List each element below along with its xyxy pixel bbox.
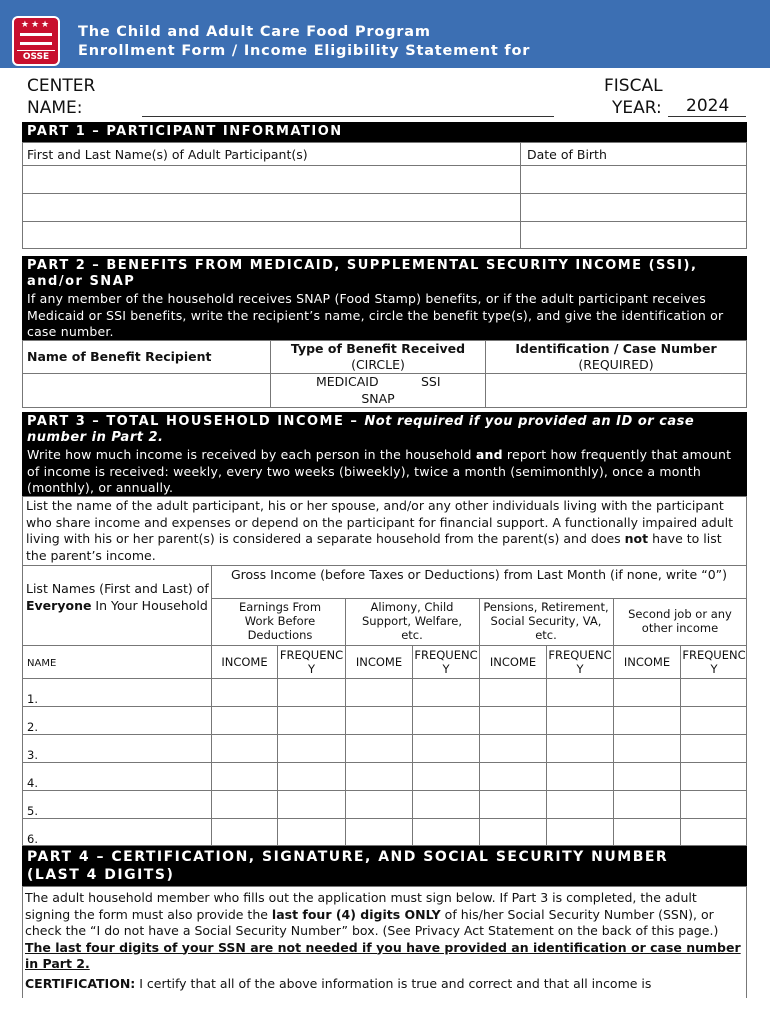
part3-title: PART 3 – TOTAL HOUSEHOLD INCOME – [27,414,365,429]
option-ssi[interactable]: SSI [421,374,441,389]
col-frequency-1: FREQUENCY [279,648,344,676]
list-desc-not: not [624,531,649,546]
form-title-line1: The Child and Adult Care Food Program [78,24,431,40]
part4-title-line2: (LAST 4 DIGITS) [27,867,175,883]
col-participant-name: First and Last Name(s) of Adult Participant(s) [27,147,308,162]
row-divider [22,762,747,763]
part2-title-line1: PART 2 – BENEFITS FROM MEDICAID, SUPPLEMENTAL SECURITY INCOME (SSI), [27,258,698,273]
stars-icon: ★★★ [20,20,52,30]
col-income-2: INCOME [355,655,403,669]
list-names-b: In Your Household [91,598,208,613]
part4-text-underline: The last four digits of your SSN are not needed if you have provided an identification or case number in Part 2. [25,939,741,971]
dob-input-1[interactable] [521,166,746,192]
list-desc-b: have to list the parent’s income. [26,531,722,563]
fiscal-label: FISCAL [604,76,663,96]
fiscal-year-value: 2024 [686,96,730,116]
household-row-4[interactable]: 4. [27,776,38,790]
part3-header [22,412,747,496]
certification-text: I certify that all of the above information is true and correct and that all income is [135,976,652,991]
dob-input-2[interactable] [521,194,746,220]
household-row-3[interactable]: 3. [27,748,38,762]
dob-input-3[interactable] [521,222,746,248]
list-names-bold: Everyone [26,598,92,613]
part2-header [22,256,747,340]
part4-text-b: of his/her Social Security Number (SSN), or check the “I do not have a Social Security Number” box. (See Privacy Act Statement on the back of this page.) [25,906,719,938]
center-name-field[interactable] [142,116,554,117]
col-income-3: INCOME [489,655,537,669]
group-other: Second job or any other income [628,607,732,635]
group-earnings: Earnings From Work Before Deductions [238,600,322,642]
group-alimony: Alimony, Child Support, Welfare, etc. [361,600,463,642]
household-row-6[interactable]: 6. [27,832,38,846]
row-divider [22,565,747,566]
part3-desc-a: Write how much income is received by each person in the household [27,447,476,462]
header-banner [0,0,770,68]
case-number-input[interactable] [486,374,746,407]
household-row-5[interactable]: 5. [27,804,38,818]
form-title-line2: Enrollment Form / Income Eligibility Statement for [78,43,531,59]
col-case-number-sub: (REQUIRED) [578,357,654,372]
row-divider [22,645,747,646]
part3-list-instructions [26,498,744,564]
col-frequency-2: FREQUENCY [414,648,478,676]
col-divider [345,598,346,846]
benefit-recipient-input[interactable] [23,374,269,407]
list-names-header [26,580,210,614]
osse-logo [12,16,60,66]
col-income-4: INCOME [623,655,671,669]
col-date-of-birth: Date of Birth [527,147,607,162]
participant-name-input-3[interactable] [23,222,519,248]
option-medicaid[interactable]: MEDICAID [316,374,379,389]
col-benefit-recipient: Name of Benefit Recipient [27,349,212,364]
certification-statement [25,976,745,993]
row-divider [22,706,747,707]
part2-description: If any member of the household receives SNAP (Food Stamp) benefits, or if the adult participant receives Medicaid or SSI benefits, write the recipient’s name, circle the benefit type(s), and give the identification or case number. [27,291,724,339]
part4-title-line1: PART 4 – CERTIFICATION, SIGNATURE, AND SOCIAL SECURITY NUMBER [27,849,669,865]
col-benefit-type: Type of Benefit Received [290,341,466,356]
household-row-2[interactable]: 2. [27,720,38,734]
fiscal-year-label: YEAR: [612,98,662,118]
certification-label: CERTIFICATION: [25,976,136,991]
row-divider [22,734,747,735]
part3-desc-b: report how frequently that amount of income is received: weekly, every two weeks (biweekly), twice a month (semimonthly), once a month (monthly), or annually. [27,447,732,495]
fiscal-year-field[interactable] [668,116,746,117]
part4-text-bold: last four (4) digits ONLY [271,906,441,922]
col-name: NAME [27,658,57,669]
option-snap[interactable]: SNAP [361,391,395,406]
row-divider [22,678,747,679]
logo-text: OSSE [17,50,55,62]
row-divider [22,790,747,791]
stripes-icon [20,33,52,45]
part3-title-note: Not required if you provided an ID or case number in Part 2. [27,414,695,445]
col-frequency-3: FREQUENCY [548,648,612,676]
center-label: CENTER [27,76,96,96]
gross-income-header: Gross Income (before Taxes or Deductions) from Last Month (if none, write “0”) [230,567,728,582]
participant-name-input-2[interactable] [23,194,519,220]
col-divider [479,598,480,846]
part1-header: PART 1 – PARTICIPANT INFORMATION [22,122,747,142]
part4-header [22,846,747,886]
group-pensions: Pensions, Retirement, Social Security, VA, etc. [483,600,609,642]
row-divider [22,818,747,819]
part3-description [27,447,742,497]
col-frequency-4: FREQUENCY [682,648,746,676]
col-income-1: INCOME [221,655,268,669]
list-desc-a: List the name of the adult participant, his or her spouse, and/or any other individuals living with the participant who share income and expenses or depend on the participant for financial support. A functionally impaired adult living with his or her parent(s) is considered a separate household from the parent(s) and does [26,498,734,546]
part4-text-a: The adult household member who fills out the application must sign below. If Part 3 is completed, the adult signing the form must also provide the [25,890,697,922]
participant-name-input-1[interactable] [23,166,519,192]
list-names-a: List Names (First and Last) of [26,581,209,596]
col-case-number: Identification / Case Number [515,341,717,356]
col-divider [613,598,614,846]
part2-title-line2: and/or SNAP [27,274,136,289]
household-row-1[interactable]: 1. [27,692,38,706]
part4-instructions [25,890,745,973]
col-benefit-type-sub: (CIRCLE) [351,357,405,372]
center-label-name: NAME: [27,98,83,118]
part3-desc-and: and [475,447,503,462]
